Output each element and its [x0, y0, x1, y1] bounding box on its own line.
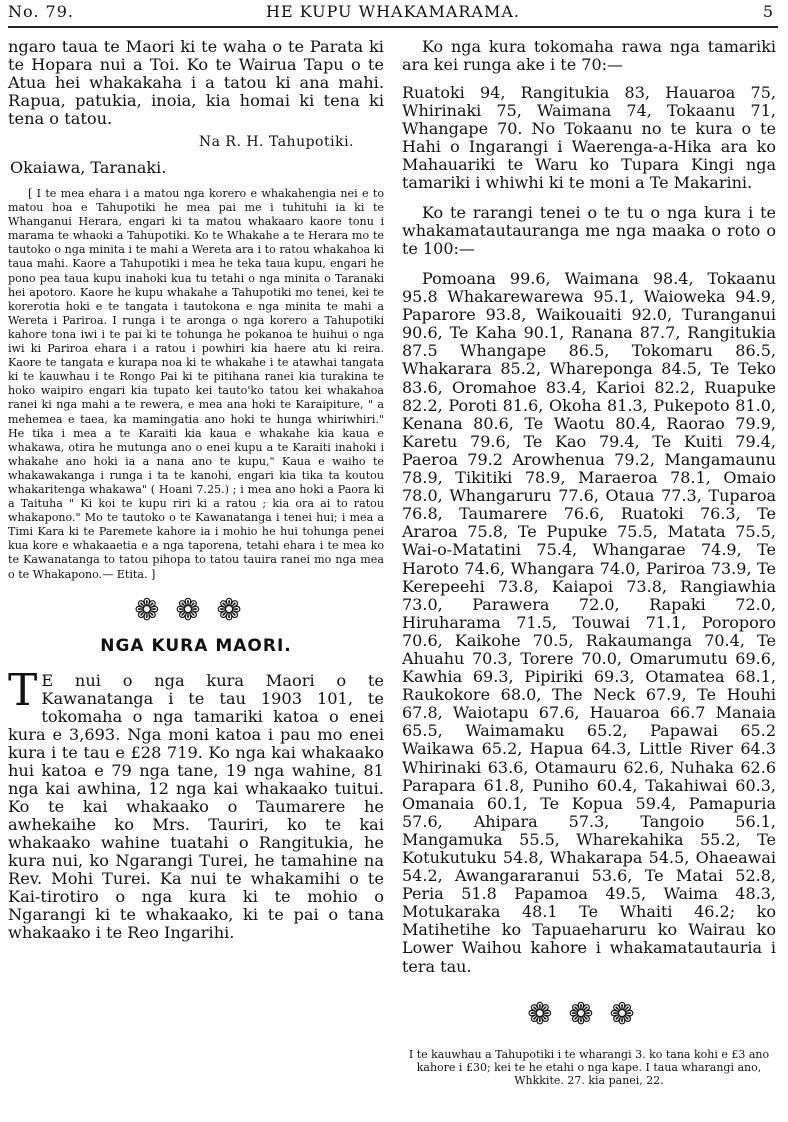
top-schools-intro: Ko nga kura tokomaha rawa nga tamariki ara kei runga ake i te 70:— [402, 37, 776, 74]
section-heading: NGA KURA MAORI. [100, 635, 292, 656]
kura-article [8, 664, 384, 942]
header-rule [8, 26, 778, 28]
top-schools-list: Ruatoki 94, Rangitukia 83, Hauaroa 75, Whirinaki 75, Waimana 74, Tokaanu 71, Whangape 70. No Tokaanu no te kura o te Hahi o Ingarangi i Waerenga-a-Hika ara ko Mahauariki te Waru ko Tupara Kingi nga tamariki i whiwhi ki te moni a Te Makarini. [402, 83, 776, 192]
page-number: 5 [762, 2, 774, 21]
right-column [402, 38, 776, 1087]
kura-paragraph: E nui o nga kura Maori o te Kawanatanga i te tau 1903 101, te tokomaha o nga tamariki katoa o enei kura e 3,693. Nga moni katoa i pau mo enei kura i te tau e £28 719. Ko nga kai whakaako hui katoa e 79 nga tane, 19 nga wahine, 81 nga kai awhina, 12 nga kai whakaako tuitui. Ko te kai whakaako o Taumarere he awhekaihe ko Mrs. Tauriri, ko te kai whakaako wahine tuatahi o Rangitukia, he kura nui, ko Ngarangi Turei, he tamahine na Rev. Mohi Turei. Ka nui te whakamihi o te Kai-tirotiro o nga kura ki te mohio o Ngarangi ki te whakaako, ki te pai o tana whakaako i te Reo Ingarihi. [8, 670, 384, 942]
footnote-correction: I te kauwhau a Tahupotiki i te wharangi 3. ko tana kohi e £3 ano kahore i £30; kei te he etahi o nga kape. I taua wharangi ano, Whkkite. 27. kia panei, 22. [408, 1047, 770, 1087]
issue-number: No. 79. [8, 2, 74, 21]
page-title: HE KUPU WHAKAMARAMA. [265, 2, 520, 21]
letter-place: Okaiawa, Taranaki. [10, 158, 167, 177]
ornament-flowers-icon: ❁❁❁ [527, 996, 651, 1032]
ornament-flowers-icon: ❁❁❁ [134, 592, 258, 628]
left-column [8, 38, 384, 942]
letter-ending: ngaro taua te Maori ki te waha o te Parata ki te Hopara nui a Toi. Ko te Wairua Tapu o te Atua hei whakakaha i a tatou ki ana mahi. Rapua, patukia, inoia, kia homai ki tena ki tena o tatou. [8, 37, 384, 128]
drop-cap: T [8, 664, 38, 716]
page-header [8, 0, 778, 22]
editor-note: [ I te mea ehara i a matou nga korero e whakahengia nei e to matou hoa e Tahupotiki he mea pai me i tuhituhi ia ki te Whanganui Herara, engari ki ta matou whakaaro kaore tonu i marama te whaoki a Tahupotiki. Ko te Whakahe a te Herara mo te tautoko o nga minita i te mahi a Wereta ara i to ratou whakahoa ki taua mahi. Kaore a Tahupotiki i mea he teka taua kupu, engari he pono pea taua kupu inahoki kua tu tetahi o nga minita o Taranaki hei apotoro. Kaore he kupu whakahe a Tahupotiki mo tenei, kei te korerotia hoki e te tangata i tautokona e nga minita te mahi a Wereta i Pariroa. I runga i te aronga o nga korero a Tahupotiki kahore tona iwi i te pai ki te tohunga he pokanoa te huihui o nga iwi ki Pariroa ehara i a ratou i powhiri kia haere atu ki reira. Kaore te tangata e kurapa noa ki te whakahe i te atawhai tangata ki te kauwhau i te Rongo Pai ki te pitihana ranei kia turakina te hoko waipiro engari kia tupato kei tauto'ko tatou kei whakahoa ranei ki nga mahi a te rewera, e mea ana hoki te Karaipiture, " a mehemea e taea, ka mamingatia ano hoki te hunga whiriwhiri." He tika i mea a te Karaiti kia kaua e whakahe kia kaua e whakawa, otira he mutunga ano o enei kupu a te Karaiti inahoki i whakahe ano hoki ia a nana ano te kupu," Kaua e waiho te whakawakanga i runga i ta te kanohi, engari kia tika ta koutou whakaritenga whakawa" ( Hoani 7.25.) ; i mea ano hoki a Paora ki a Taituha " Ki koi te kupu riri ki a ratou ; kia ora ai to ratou whakapono." Mo te tautoko o te Kawanatanga i tenei hui; i mea a Timi Kara ki te Paremete kahore ia i mohio he hui tohunga penei kua kore e whakaaetia e a nga taporena, tetahi ehara i te mea ko te Kawanatanga to tatou pihopa to tatou tauira ranei mo nga mea o te Whakapono.— Etita. ] [8, 187, 384, 581]
editor-note-block [8, 187, 384, 582]
letter-signature: Na R. H. Tahupotiki. [198, 134, 354, 150]
ranking-intro: Ko te rarangi tenei o te tu o nga kura i te whakamatautauranga me nga maaka o roto o te 100:— [402, 203, 776, 258]
ranking-list: Pomoana 99.6, Waimana 98.4, Tokaanu 95.8 Whakarewarewa 95.1, Waioweka 94.9, Paparore 93.8, Waikouaiti 92.0, Turanganui 90.6, Te Kaha 90.1, Ranana 87.7, Rangitukia 87.5 Whangape 86.5, Tokomaru 86.5, Whakarara 85.2, Whareponga 84.5, Te Teko 83.6, Oromahoe 83.4, Karioi 82.2, Ruapuke 82.2, Poroti 81.6, Okoha 81.3, Pukepoto 81.0, Kenana 80.6, Te Waotu 80.4, Raorao 79.9, Karetu 79.6, Te Kao 79.4, Te Kuiti 79.4, Paeroa 79.2 Arowhenua 79.2, Mangamaunu 78.9, Tikitiki 78.9, Maraeroa 78.1, Omaio 78.0, Whangaruru 77.6, Otaua 77.3, Tuparoa 76.8, Taumarere 76.6, Ruatoki 76.3, Te Araroa 75.8, Te Pupuke 75.5, Matata 75.5, Wai-o-Matatini 75.4, Whangarae 74.9, Te Haroto 74.6, Whangara 74.0, Pariroa 73.9, Te Kerepeehi 73.8, Kaiapoi 73.8, Rangiawhia 73.0, Parawera 72.0, Rapaki 72.0, Hiruharama 71.5, Touwai 71.1, Poroporo 70.6, Kaikohe 70.5, Rakaumanga 70.4, Te Ahuahu 70.3, Torere 70.0, Omarumutu 69.6, Kawhia 69.3, Pipiriki 69.3, Otamatea 68.1, Raukokore 68.0, The Neck 67.9, Te Houhi 67.8, Waiotapu 67.6, Hauaroa 66.7 Manaia 65.5, Waimamaku 65.2, Papawai 65.2 Waikawa 65.2, Hapua 64.3, Little River 64.3 Whirinaki 63.6, Otamauru 62.6, Nuhaka 62.6 Parapara 61.8, Puniho 60.4, Takahiwai 60.3, Omanaia 60.1, Te Kopua 59.4, Pamapuria 57.6, Ahipara 57.3, Tangoio 56.1, Mangamuka 55.5, Wharekahika 55.2, Te Kotukutuku 54.8, Whakarapa 54.5, Ohaeawai 54.2, Awangararanui 53.6, Te Matai 52.8, Peria 51.8 Papamoa 49.5, Waima 48.3, Motukaraka 48.1 Te Whaiti 46.2; ko Matihetihe ko Tapuaeharuru ko Wairau ko Lower Waihou kahore i whakamatautauria i tera tau. [402, 269, 776, 976]
